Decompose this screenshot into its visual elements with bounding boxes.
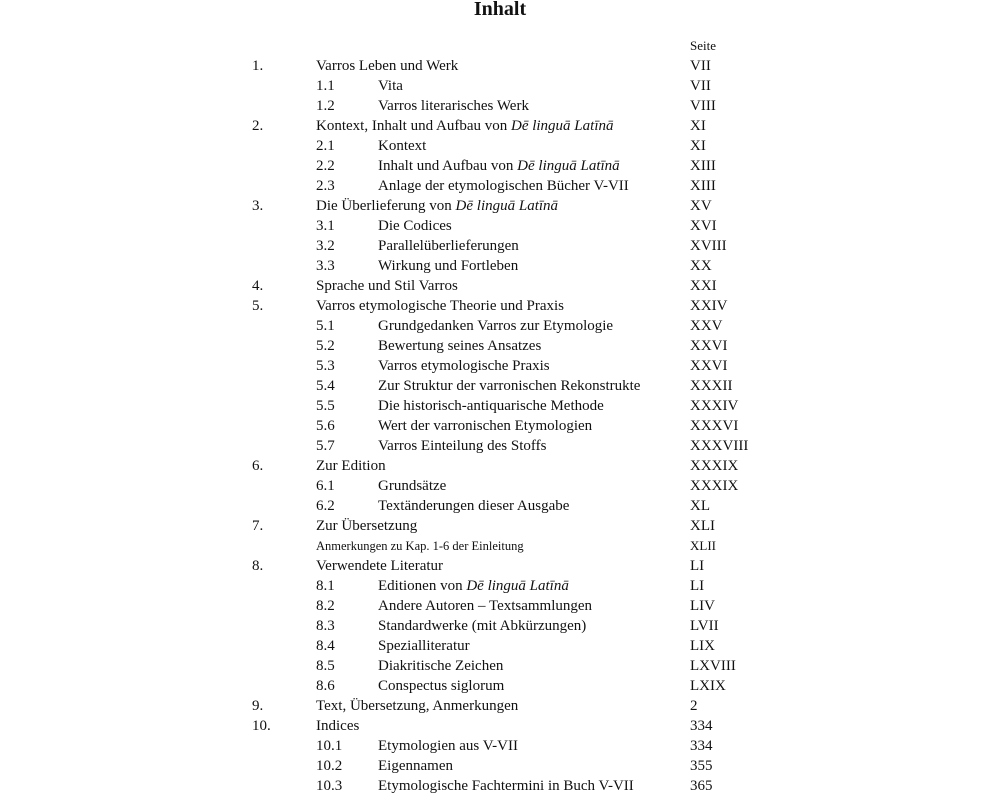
toc-entry-title [316,116,614,136]
toc-entry [0,636,1000,656]
toc-section-number: 3.1 [316,218,335,234]
toc-entry [0,616,1000,636]
toc-page-number: XX [690,258,712,274]
toc-chapter-number: 3. [252,198,264,214]
toc-entry-title [316,196,558,216]
toc-page-number: XXV [690,318,723,334]
toc-entry [0,676,1000,696]
toc-entry [0,156,1000,176]
toc-entry [0,596,1000,616]
toc-section-number: 3.3 [316,258,335,274]
toc-entry [0,716,1000,736]
toc-entry-title-italic: Dē linguā Latīnā [455,198,559,214]
toc-entry [0,436,1000,456]
toc-section-number: 2.1 [316,138,335,154]
toc-entry-title-italic: Dē linguā Latīnā [510,118,614,134]
toc-entry-title: Parallelüberlieferungen [378,238,519,254]
toc-entry-title: Varros etymologische Praxis [378,358,550,374]
toc-section-number: 8.1 [316,578,335,594]
toc-entry-title: Andere Autoren – Textsammlungen [378,598,593,614]
toc-entry-title: Grundsätze [378,478,447,494]
toc-page-number: LXIX [690,678,726,694]
toc-page-number: VIII [690,98,716,114]
toc-page-number: XVIII [690,238,727,254]
toc-entry [0,76,1000,96]
toc-page-number: XXXVIII [690,438,749,454]
toc-page-number: XI [690,138,706,154]
toc-section-number: 5.6 [316,418,335,434]
toc-section-number: 6.2 [316,498,335,514]
toc-page-number: LIV [690,598,715,614]
toc-entry-title: Varros etymologische Theorie und Praxis [316,298,565,314]
toc-entry-title-text: Die Überlieferung von [316,198,456,214]
toc-entry [0,456,1000,476]
toc-page-number: XXXIV [690,398,739,414]
toc-entry-title: Varros Leben und Werk [316,58,459,74]
toc-entry [0,416,1000,436]
toc-section-number: 8.3 [316,618,335,634]
toc-page-number: XI [690,118,706,134]
toc-section-number: 5.5 [316,398,335,414]
toc-chapter-number: 5. [252,298,264,314]
toc-entry-title-italic: Dē linguā Latīnā [517,158,620,174]
toc-page-number: LVII [690,618,719,634]
toc-entry [0,356,1000,376]
toc-entry-title [378,576,569,596]
toc-section-number: 5.4 [316,378,335,394]
toc-page-number: XXIV [690,298,728,314]
toc-entry [0,516,1000,536]
toc-chapter-number: 1. [252,58,264,74]
toc-section-number: 8.6 [316,678,335,694]
toc-page-number: 355 [690,758,713,774]
toc-entry [0,656,1000,676]
toc-page-number: LIX [690,638,715,654]
toc-chapter-number: 8. [252,558,264,574]
toc-entry [0,276,1000,296]
toc-entry [0,316,1000,336]
toc-entry-title: Spezialliteratur [378,638,470,654]
toc-entry [0,756,1000,776]
toc-page-number: XIII [690,178,716,194]
toc-page-number: XLII [690,538,716,553]
toc-entry-title: Bewertung seines Ansatzes [378,338,542,354]
toc-page-number: 334 [690,718,713,734]
toc-section-number: 6.1 [316,478,335,494]
toc-page-number: XL [690,498,710,514]
toc-page-number: 2 [690,698,698,714]
toc-entry-title: Kontext [378,138,427,154]
toc-entry [0,116,1000,136]
toc-section-number: 2.2 [316,158,335,174]
toc-section-number: 10.1 [316,738,343,754]
toc-page-number: LI [690,578,705,594]
toc-entry-title: Etymologien aus V-VII [378,738,518,754]
toc-section-number: 3.2 [316,238,335,254]
toc-entry-title: Zur Edition [316,458,386,474]
toc-section-number: 5.2 [316,338,335,354]
page-column-label: Seite [690,38,716,53]
toc-entry-title-text: Kontext, Inhalt und Aufbau von [316,118,511,134]
toc-entry-title: Grundgedanken Varros zur Etymologie [378,318,614,334]
toc-entry [0,256,1000,276]
toc-page-number: 334 [690,738,713,754]
toc-entry-title: Zur Übersetzung [316,518,418,534]
toc-entry-title: Eigennamen [378,758,453,774]
toc-entry-title: Varros literarisches Werk [378,98,529,114]
toc-entry [0,696,1000,716]
toc-page-number: XIII [690,158,716,174]
toc-page-number: XXXIX [690,458,739,474]
toc-page-number: XXVI [690,338,728,354]
toc-page-number: XXXIX [690,478,739,494]
toc-entry-title-text: Inhalt und Aufbau von [378,158,518,174]
toc-section-number: 5.7 [316,438,335,454]
toc-section-number: 5.3 [316,358,335,374]
toc-page-number: XLI [690,518,715,534]
toc-entry [0,96,1000,116]
toc-page-number: XVI [690,218,717,234]
toc-entry-title: Anmerkungen zu Kap. 1-6 der Einleitung [316,539,524,553]
toc-page-number: VII [690,78,711,94]
toc-chapter-number: 6. [252,458,264,474]
toc-entry [0,396,1000,416]
toc-entry [0,376,1000,396]
toc-entry-title [378,156,620,176]
toc-section-number: 8.5 [316,658,335,674]
toc-entry-title: Zur Struktur der varronischen Rekonstrukte [378,378,641,394]
toc-entry [0,196,1000,216]
toc-entry-title: Diakritische Zeichen [378,658,504,674]
toc-chapter-number: 4. [252,278,264,294]
toc-entry-title: Textänderungen dieser Ausgabe [378,498,570,514]
toc-entry [0,56,1000,76]
toc-page-number: 365 [690,778,713,794]
toc-entry-title-text: Editionen von [378,578,467,594]
page-title: Inhalt [473,0,527,20]
toc-chapter-number: 7. [252,518,264,534]
toc-entry-title: Die Codices [378,218,452,234]
toc-entry-title: Wirkung und Fortleben [378,258,519,274]
toc-section-number: 2.3 [316,178,335,194]
toc-section-number: 1.1 [316,78,335,94]
toc-page-number: XXXII [690,378,733,394]
toc-page-number: VII [690,58,711,74]
toc-entry [0,136,1000,156]
toc-entry-title: Wert der varronischen Etymologien [378,418,593,434]
toc-entry-title: Vita [378,78,403,94]
toc-entry [0,296,1000,316]
toc-entry [0,736,1000,756]
toc-entry-title: Standardwerke (mit Abkürzungen) [378,618,587,634]
toc-entry [0,236,1000,256]
table-of-contents [0,56,1000,796]
toc-entry [0,556,1000,576]
toc-entry [0,776,1000,796]
toc-page-number: LI [690,558,705,574]
toc-page-number: LXVIII [690,658,736,674]
toc-page-number: XXVI [690,358,728,374]
toc-entry [0,216,1000,236]
toc-entry-title-italic: Dē linguā Latīnā [466,578,569,594]
toc-page-number: XXXVI [690,418,739,434]
toc-entry [0,176,1000,196]
toc-entry-title: Verwendete Literatur [316,558,444,574]
toc-entry-title: Indices [316,718,360,734]
toc-entry [0,496,1000,516]
toc-entry-title: Sprache und Stil Varros [316,278,458,294]
toc-page-number: XV [690,198,712,214]
toc-entry [0,476,1000,496]
toc-section-number: 10.3 [316,778,343,794]
toc-chapter-number: 10. [252,718,271,734]
toc-entry [0,576,1000,596]
toc-entry [0,536,1000,556]
toc-chapter-number: 9. [252,698,264,714]
toc-entry-title: Varros Einteilung des Stoffs [378,438,547,454]
toc-entry-title: Text, Übersetzung, Anmerkungen [316,698,519,714]
toc-section-number: 8.2 [316,598,335,614]
toc-entry-title: Die historisch-antiquarische Methode [378,398,604,414]
toc-chapter-number: 2. [252,118,264,134]
toc-section-number: 5.1 [316,318,335,334]
toc-entry [0,336,1000,356]
toc-section-number: 8.4 [316,638,335,654]
toc-section-number: 10.2 [316,758,343,774]
toc-section-number: 1.2 [316,98,335,114]
toc-page-number: XXI [690,278,717,294]
toc-entry-title: Anlage der etymologischen Bücher V-VII [378,178,629,194]
toc-entry-title: Conspectus siglorum [378,678,505,694]
toc-entry-title: Etymologische Fachtermini in Buch V-VII [378,778,634,794]
